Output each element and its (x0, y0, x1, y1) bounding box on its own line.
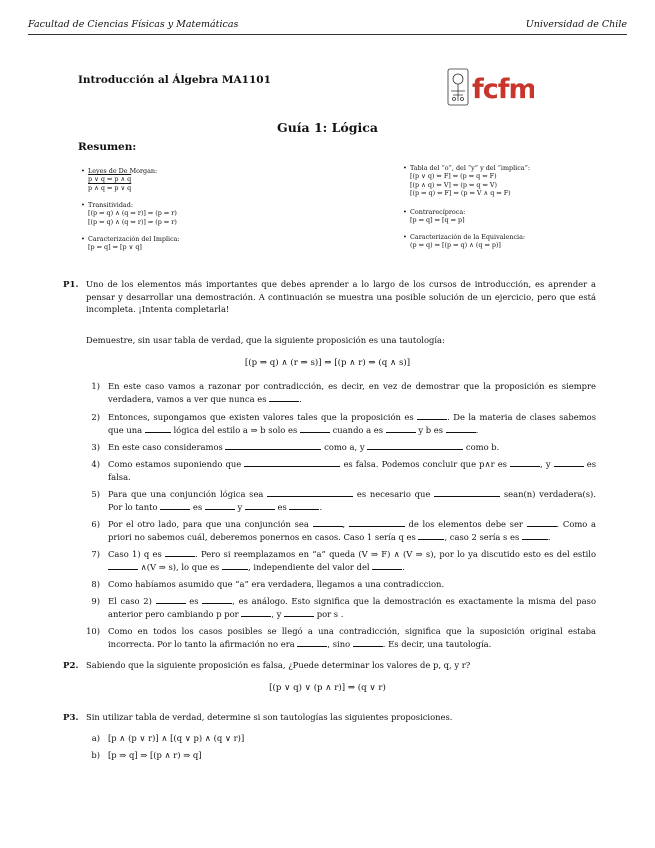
summary-formula: [(p ⇔ q) ∧ (q ⇔ r)] ⇒ (p ⇔ r) (88, 217, 177, 226)
answer-blank[interactable] (297, 638, 327, 647)
item-content: Como estamos suponiendo que es falsa. Podemos concluir que p∧r es , y es falsa. (108, 459, 597, 482)
summary-formula: [p ⇒ q] ⇔ [q ⇒ p] (410, 216, 465, 225)
item-number: b) (91, 750, 100, 760)
bullet-icon: • (81, 201, 85, 209)
summary-item-title: Caracterización del Implica: (88, 235, 180, 243)
answer-blank[interactable] (241, 608, 271, 617)
answer-blank[interactable] (510, 458, 540, 467)
item-number: 2) (91, 412, 100, 422)
item-content: El caso 2) es , es análogo. Esto significa que la demostración es exactamente la misma del paso anterior pero cambiando p por , y por s . (108, 596, 596, 619)
header-rule (28, 34, 627, 35)
bullet-icon: • (403, 233, 407, 241)
p3-text: Sin utilizar tabla de verdad, determine si son tautologías las siguientes proposiciones. (86, 712, 453, 722)
summary-equivalencia (403, 233, 526, 250)
answer-blank[interactable] (269, 393, 299, 402)
fcfm-logo (446, 65, 534, 109)
answer-blank[interactable] (225, 441, 321, 450)
guide-title: Guía 1: Lógica (277, 120, 378, 135)
answer-blank[interactable] (202, 595, 232, 604)
item-number: 6) (91, 519, 100, 529)
answer-blank[interactable] (284, 608, 314, 617)
answer-blank[interactable] (417, 411, 447, 420)
item-number: 1) (91, 381, 100, 391)
summary-heading: Resumen: (78, 141, 137, 153)
answer-blank[interactable] (353, 638, 383, 647)
answer-blank[interactable] (372, 561, 402, 570)
item-content: [p ⇒ q] ⇒ [(p ∧ r) ⇒ q] (108, 750, 202, 760)
bullet-icon: • (403, 208, 407, 216)
answer-blank[interactable] (527, 518, 557, 527)
item-content: En este caso consideramos como a, y como b. (108, 442, 500, 452)
answer-blank[interactable] (349, 518, 405, 527)
logo-wordmark: fcfm (472, 74, 534, 105)
summary-item-title: Leyes de De Morgan: (88, 167, 158, 175)
summary-implica (81, 235, 180, 252)
answer-blank[interactable] (160, 501, 190, 510)
item-content: [p ∧ (p ∨ r)] ∧ [(q ∨ p) ∧ (q ∨ r)] (108, 733, 245, 743)
answer-blank[interactable] (222, 561, 248, 570)
answer-blank[interactable] (418, 531, 444, 540)
summary-transitividad (81, 201, 177, 226)
answer-blank[interactable] (367, 441, 463, 450)
item-content: Caso 1) q es . Pero si reemplazamos en “a” queda (V ⇒ F) ∧ (V ⇒ s), por lo ya discutido esto es del estilo ∧(V ⇒ s), lo que es , independiente del valor del . (108, 549, 596, 572)
p2-formula: [(p ∨ q) ∨ (p ∧ r)] ⇒ (q ∨ r) (269, 683, 386, 693)
header-university: Universidad de Chile (525, 19, 627, 30)
bullet-icon: • (403, 164, 407, 172)
p1-formula: [(p ⇒ q) ∧ (r ⇒ s)] ⇒ [(p ∧ r) ⇒ (q ∧ s)] (244, 358, 411, 368)
answer-blank[interactable] (165, 548, 195, 557)
summary-item-title: Tabla del “o”, del “y” y del “implica”: (410, 164, 531, 172)
item-number: a) (91, 733, 100, 743)
item-number: 4) (91, 459, 100, 469)
answer-blank[interactable] (156, 595, 186, 604)
answer-blank[interactable] (434, 488, 500, 497)
p2-text: Sabiendo que la siguiente proposición es falsa, ¿Puede determinar los valores de p, q, y r? (86, 660, 471, 670)
summary-item-title: Contrarecíproca: (410, 208, 466, 216)
item-number: 8) (91, 579, 100, 589)
answer-blank[interactable] (205, 501, 235, 510)
summary-item-title: Caracterización de la Equivalencia: (410, 233, 526, 241)
item-content: Para que una conjunción lógica sea es necesario que sean(n) verdadera(s). Por lo tanto es y es . (108, 489, 596, 512)
answer-blank[interactable] (313, 518, 343, 527)
answer-blank[interactable] (300, 424, 330, 433)
summary-de-morgan (81, 167, 158, 192)
running-header (28, 19, 627, 33)
summary-contrareciproca (403, 208, 466, 225)
item-number: 5) (91, 489, 100, 499)
item-number: 3) (91, 442, 100, 452)
answer-blank[interactable] (108, 561, 138, 570)
p1-statement: Demuestre, sin usar tabla de verdad, que la siguiente proposición es una tautología: (86, 335, 445, 345)
answer-blank[interactable] (244, 458, 340, 467)
item-content: Como en todos los casos posibles se llegó a una contradicción, significa que la suposición original estaba incorrecta. Por lo tanto la afirmación no era , sino . Es decir, una tautología. (108, 626, 596, 649)
summary-formula: [(p ⇒ q) ⇔ F] ⇔ (p ⇔ V ∧ q ⇔ F) (410, 188, 511, 197)
item-content: Entonces, supongamos que existen valores tales que la proposición es . De la materia de clases sabemos que una lógica del estilo a ⇒ b solo es cuando a es y b es . (108, 412, 596, 435)
header-faculty: Facultad de Ciencias Físicas y Matemáticas (28, 19, 239, 30)
item-content: Como habíamos asumido que ”a” era verdadera, llegamos a una contradiccion. (108, 579, 445, 589)
answer-blank[interactable] (522, 531, 548, 540)
answer-blank[interactable] (245, 501, 275, 510)
item-content: Por el otro lado, para que una conjunción sea , de los elementos debe ser . Como a priori no sabemos cuál, deberemos ponernos en casos. Caso 1 sería q es , caso 2 sería s es . (108, 519, 596, 542)
summary-formula: [(p ∧ q) ⇔ V] ⇔ (p ⇔ q ⇔ V) (410, 180, 497, 189)
summary-formula: [(p ∨ q) ⇔ F] ⇔ (p ⇔ q ⇔ F) (410, 172, 497, 181)
answer-blank[interactable] (145, 424, 171, 433)
summary-formula: p ∧ q ⇔ p ∨ q (88, 183, 132, 192)
problem-label: P1. (63, 280, 79, 290)
answer-blank[interactable] (289, 501, 319, 510)
problem-label: P2. (63, 661, 79, 671)
summary-item-title: Transitividad: (88, 201, 133, 209)
answer-blank[interactable] (267, 488, 353, 497)
bullet-icon: • (81, 167, 85, 175)
item-number: 10) (86, 626, 100, 636)
answer-blank[interactable] (386, 424, 416, 433)
answer-blank[interactable] (446, 424, 476, 433)
summary-formula: (p ⇔ q) ⇔ [(p ⇒ q) ∧ (q ⇒ p)] (410, 241, 501, 250)
bullet-icon: • (81, 235, 85, 243)
summary-tabla (403, 164, 531, 197)
item-content: En este caso vamos a razonar por contradicción, es decir, en vez de demostrar que la proposición es siempre verdadera, vamos a ver que nunca es . (108, 381, 596, 404)
p1-intro: Uno de los elementos más importantes que debes aprender a lo largo de los cursos de introducción, es aprender a pensar y desarrollar una demostración. A continuación se muestra una posible solución de un ejercicio, pero que está incompleta. ¡Intenta completarla! (86, 279, 596, 315)
logo-emblem-icon (448, 69, 468, 105)
summary-formula: [(p ⇒ q) ∧ (q ⇒ r)] ⇒ (p ⇒ r) (88, 209, 177, 218)
answer-blank[interactable] (554, 458, 584, 467)
item-number: 7) (91, 549, 100, 559)
summary-formula: p ∨ q ⇔ p ∧ q (88, 175, 132, 184)
problem-label: P3. (63, 713, 79, 723)
course-title: Introducción al Álgebra MA1101 (78, 74, 271, 86)
summary-formula: [p ⇒ q] ⇔ [p ∨ q] (88, 243, 142, 252)
item-number: 9) (91, 596, 100, 606)
